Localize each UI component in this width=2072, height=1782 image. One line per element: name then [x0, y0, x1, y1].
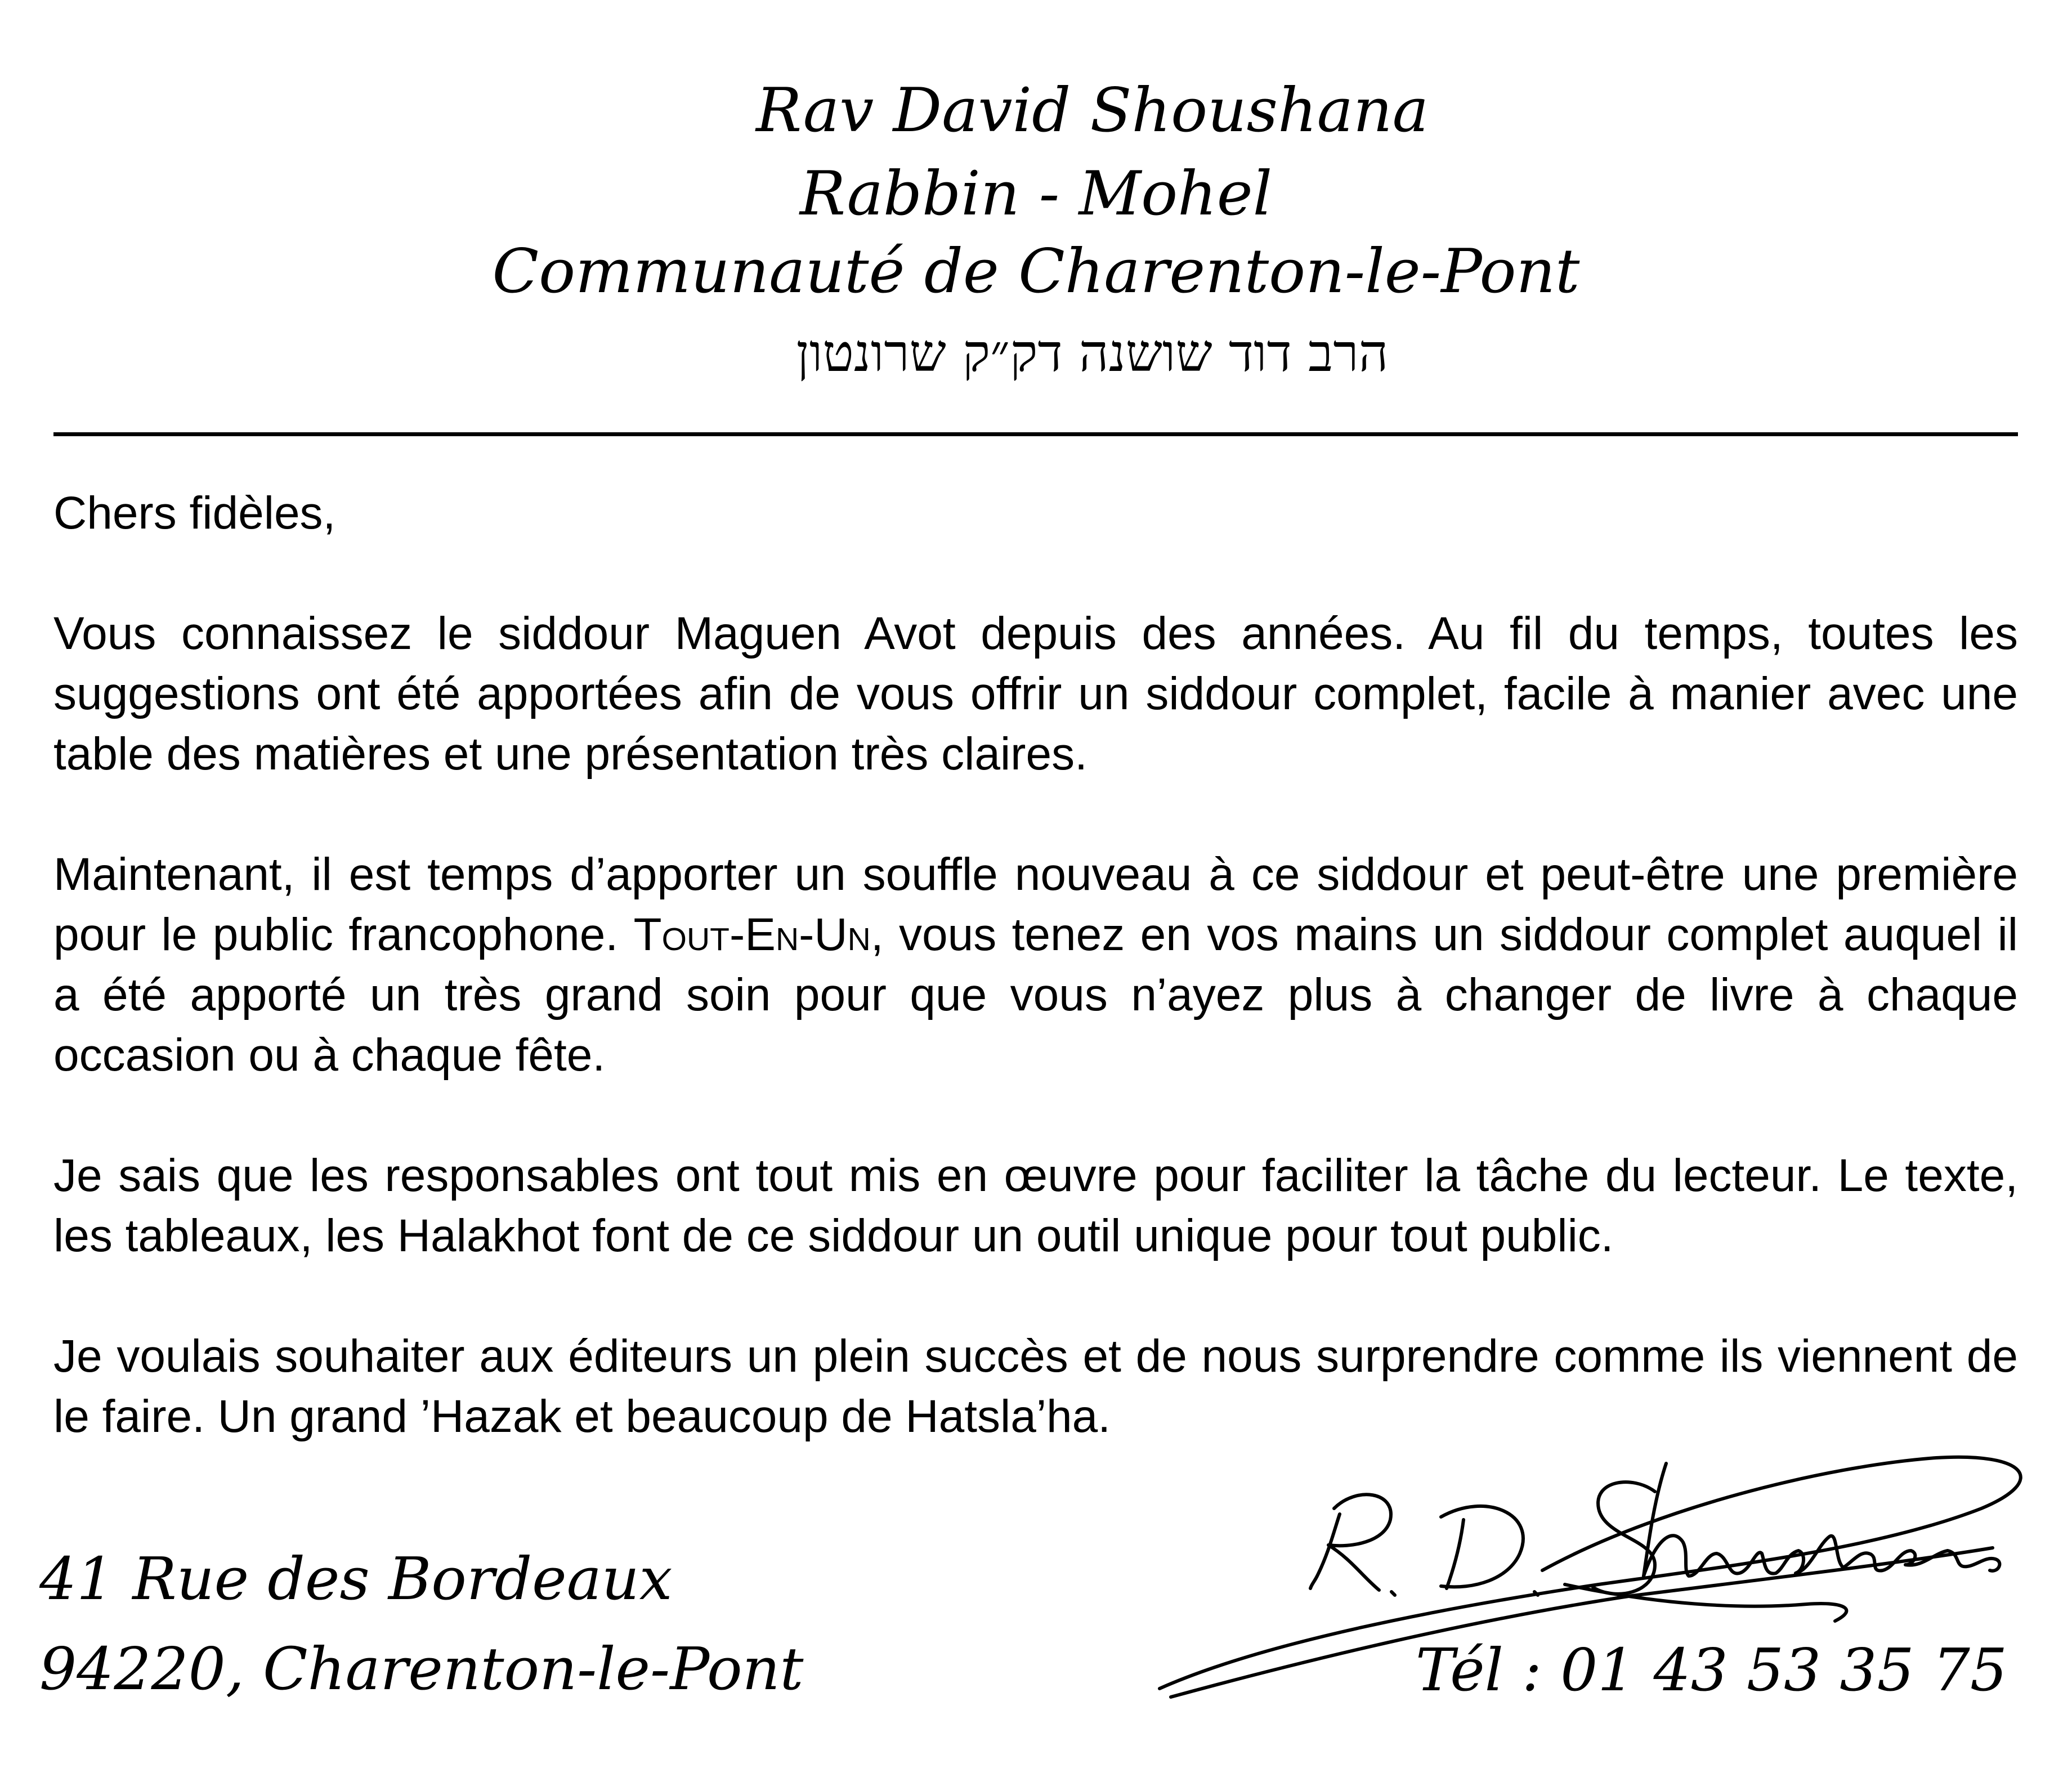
- letter-body: [53, 483, 2018, 1507]
- paragraph-2-text-end: , vous tenez en vos mains un siddour complet auquel il a été apporté un très grand soin pour que vous n’ayez plus à changer de livre à chaque occasion ou à chaque fête.: [53, 909, 2018, 1081]
- paragraph-2-text-start: Maintenant, il est temps d’apporter un souffle nouveau à ce siddour et peut-être une première pour le public francophone.: [53, 849, 2018, 960]
- paragraph-2: [53, 844, 2018, 1085]
- phone-number: Tél : 01 43 53 35 75: [1415, 1636, 2007, 1704]
- letterhead-hebrew-name: הרב דוד שושנה דק״ק שרונטון: [796, 323, 1389, 383]
- address-street: 41 Rue des Bordeaux: [39, 1544, 673, 1613]
- header-divider: [53, 432, 2018, 436]
- paragraph-3: Je sais que les responsables ont tout mis en œuvre pour faciliter la tâche du lecteur. Le texte, les tableaux, les Halakhot font de ce siddour un outil unique pour tout public.: [53, 1150, 2018, 1261]
- salutation: Chers fidèles,: [53, 487, 336, 539]
- paragraph-1: Vous connaissez le siddour Maguen Avot depuis des années. Au fil du temps, toutes les suggestions ont été apportées afin de vous offrir un siddour complet, facile à manier avec une table des matières et une présentation très claires.: [53, 608, 2018, 780]
- address-city: 94220, Charenton-le-Pont: [39, 1635, 804, 1703]
- product-name: Tout-En-Un: [633, 909, 871, 960]
- letterhead-role: Rabbin - Mohel: [799, 159, 1273, 229]
- letterhead-name: Rav David Shoushana: [756, 75, 1429, 146]
- letterhead-community: Communauté de Charenton-le-Pont: [492, 236, 1580, 307]
- paragraph-4: Je voulais souhaiter aux éditeurs un plein succès et de nous surprendre comme ils viennent de le faire. Un grand ’Hazak et beaucoup de Hatsla’ha.: [53, 1331, 2018, 1442]
